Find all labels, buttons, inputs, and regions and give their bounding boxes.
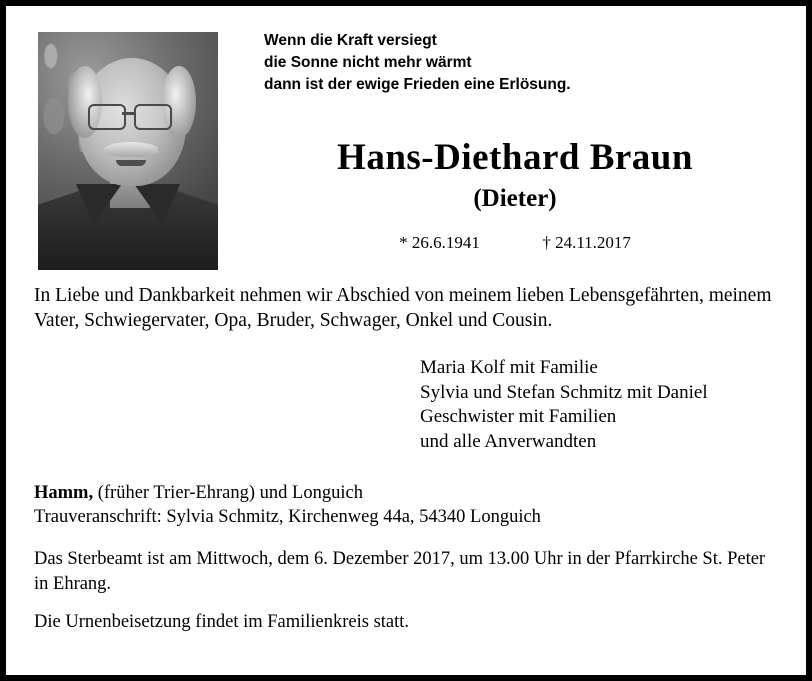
death-date: † 24.11.2017: [542, 233, 631, 252]
deceased-nickname: (Dieter): [473, 185, 557, 212]
list-item: Geschwister mit Familien: [420, 406, 617, 428]
burial-details: Die Urnenbeisetzung findet im Familienkreis statt.: [34, 611, 410, 632]
portrait-photo: [38, 32, 218, 270]
locations-section: [34, 481, 782, 530]
header-section: [34, 24, 782, 270]
mourning-address: Trauveranschrift: Sylvia Schmitz, Kirchenweg 44a, 54340 Longuich: [34, 507, 541, 528]
mustache-shape: [104, 142, 158, 157]
memorial-verse: [264, 30, 782, 96]
life-dates: [248, 233, 782, 253]
survivors-list: [420, 356, 782, 455]
header-text-column: [218, 24, 782, 253]
eyeglass-left: [88, 104, 126, 130]
birth-date: * 26.6.1941: [399, 233, 480, 252]
town-name: Hamm,: [34, 482, 94, 503]
verse-line-2: die Sonne nicht mehr wärmt: [264, 54, 472, 71]
eyeglass-right: [134, 104, 172, 130]
list-item: Maria Kolf mit Familie: [420, 356, 598, 378]
service-details: Das Sterbeamt ist am Mittwoch, dem 6. Dezember 2017, um 13.00 Uhr in der Pfarrkirche St. Peter in Ehrang.: [34, 549, 766, 594]
town-detail: (früher Trier-Ehrang) und Longuich: [97, 482, 363, 503]
mourning-message: In Liebe und Dankbarkeit nehmen wir Abschied von meinem lieben Lebensgefährten, meinem Vater, Schwiegervater, Opa, Bruder, Schwager, Onkel und Cousin.: [34, 285, 772, 331]
eyeglass-bridge: [122, 112, 134, 115]
town-line: [34, 481, 782, 505]
verse-line-3: dann ist der ewige Frieden eine Erlösung.: [264, 76, 571, 93]
mouth-shape: [116, 160, 146, 166]
verse-line-1: Wenn die Kraft versiegt: [264, 32, 437, 49]
list-item: und alle Anverwandten: [420, 430, 597, 452]
list-item: Sylvia und Stefan Schmitz mit Daniel: [420, 381, 708, 403]
deceased-name: Hans-Diethard Braun: [337, 137, 693, 178]
